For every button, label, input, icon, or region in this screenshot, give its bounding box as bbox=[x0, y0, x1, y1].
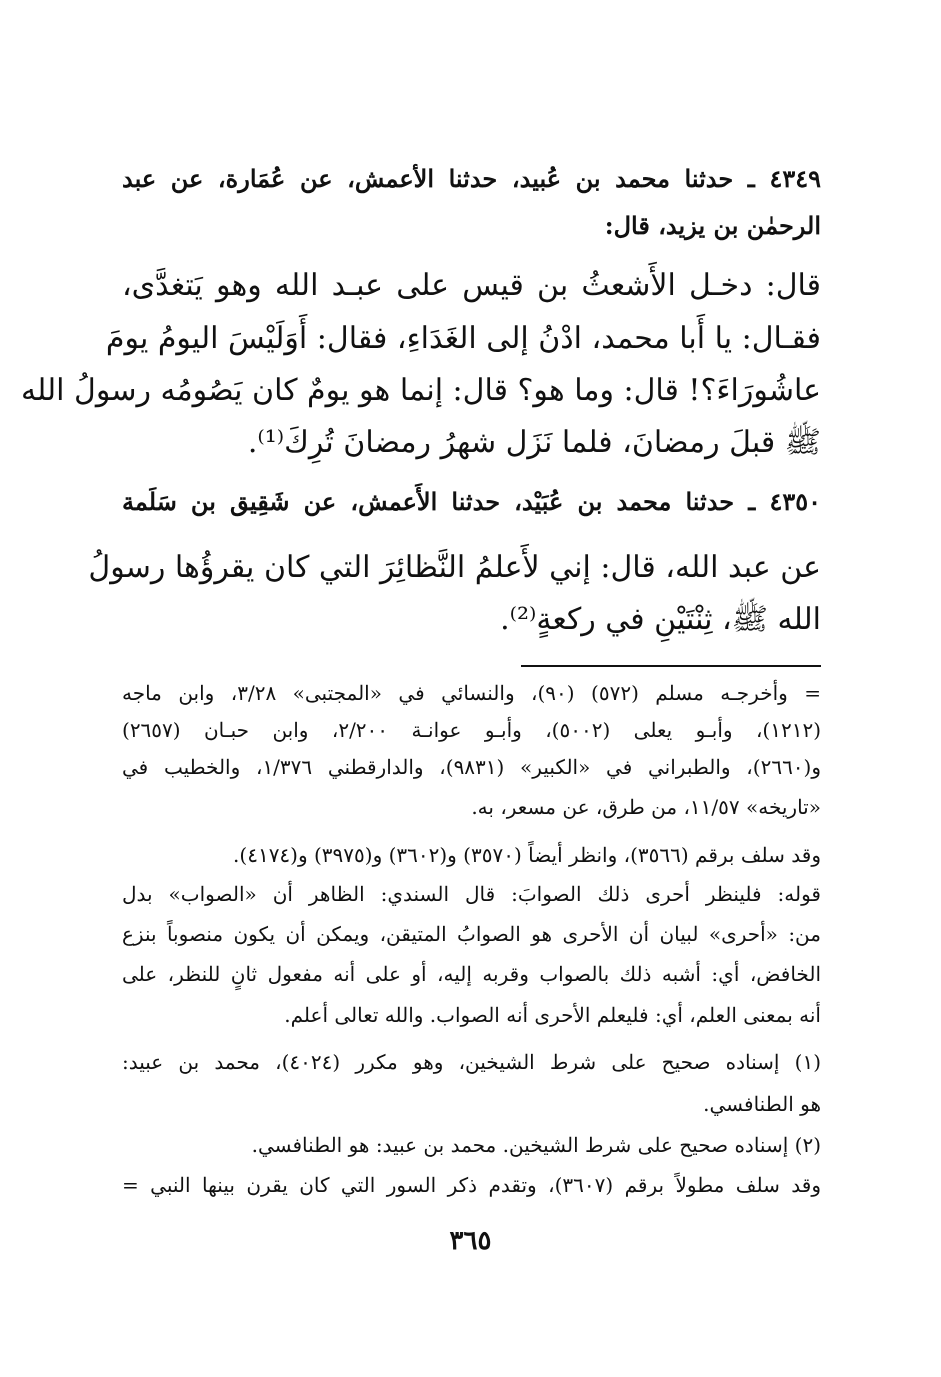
hadith-4349-body-line-4: ﷺ قبلَ رمضانَ، فلما نَزَل شهرُ رمضانَ تُرِكَ⁽¹⁾. bbox=[247, 425, 821, 460]
page-number: ٣٦٥ bbox=[449, 1226, 492, 1256]
hadith-4349-body-line-3: عاشُورَاءَ؟! قال: وما هو؟ قال: إنما هو يومٌ كان يَصُومُه رسولُ الله bbox=[21, 373, 821, 408]
footnote-line-8: الخافض، أي: أشبه ذلك بالصواب وقربه إليه، أو على أنه مفعول ثانٍ للنظر، على bbox=[122, 962, 821, 986]
footnote-line-6: قوله: فلينظر أحرى ذلك الصوابَ: قال السندي: الظاهر أن «الصواب» بدل bbox=[122, 882, 821, 906]
hadith-4350-header-line-1: ٤٣٥٠ ـ حدثنا محمد بن عُبَيْد، حدثنا الأَعمش، عن شَقِيق بن سَلَمة bbox=[122, 487, 821, 516]
hadith-4350-body-line-2: الله ﷺ، ثِنْتَيْنِ في ركعةٍ⁽²⁾. bbox=[500, 602, 821, 637]
footnote-line-2: (١٢١٢)، وأبـو يعلى (٥٠٠٢)، وأبـو عوانـة ٢/٢٠٠، وابن حبـان (٢٦٥٧) bbox=[122, 718, 822, 742]
footnote-2-line-2: وقد سلف مطولاً برقم (٣٦٠٧)، وتقدم ذكر السور التي كان يقرن بينها النبي = bbox=[122, 1173, 821, 1197]
hadith-4349-body-line-1: قال: دخـل الأَشعثُ بن قيس على عبـد الله وهو يَتغدَّى، bbox=[122, 268, 821, 303]
footnote-line-1: = وأخرجـه مسلم (٥٧٢) (٩٠)، والنسائي في «المجتبى» ٣/٢٨، وابن ماجه bbox=[122, 681, 821, 705]
footnote-1-line-2: هو الطنافسي. bbox=[703, 1092, 821, 1116]
footnote-line-3: و(٢٦٦٠)، والطبراني في «الكبير» (٩٨٣١)، والدارقطني ١/٣٧٦، والخطيب في bbox=[122, 755, 822, 779]
footnote-line-9: أنه بمعنى العلم، أي: فليعلم الأحرى أنه الصواب. والله تعالى أعلم. bbox=[284, 1003, 821, 1027]
footnote-2-line-1: (٢) إسناده صحيح على شرط الشيخين. محمد بن عبيد: هو الطنافسي. bbox=[251, 1133, 821, 1157]
footnote-separator bbox=[521, 665, 821, 667]
hadith-4349-header-line-2: الرحمٰن بن يزيد، قال: bbox=[604, 211, 821, 240]
footnote-line-7: من: «أحرى» لبيان أن الأحرى هو الصوابُ المتيقن، ويمكن أن يكون منصوباً بنزع bbox=[122, 922, 821, 946]
hadith-4349-header-line-1: ٤٣٤٩ ـ حدثنا محمد بن عُبيد، حدثنا الأعمش، عن عُمَارة، عن عبد bbox=[122, 164, 821, 193]
footnote-1-line-1: (١) إسناده صحيح على شرط الشيخين، وهو مكرر (٤٠٢٤)، محمد بن عبيد: bbox=[122, 1050, 821, 1074]
hadith-4349-body-line-2: فقـال: يا أَبا محمد، ادْنُ إلى الغَدَاءِ، فقال: أَوَلَيْسَ اليومُ يومَ bbox=[105, 321, 821, 356]
hadith-4350-body-line-1: عن عبد الله، قال: إني لأَعلمُ النَّظائِرَ التي كان يقرؤُها رسولُ bbox=[88, 550, 821, 585]
footnote-line-5: وقد سلف برقم (٣٥٦٦)، وانظر أيضاً (٣٥٧٠) و(٣٦٠٢) و(٣٩٧٥) و(٤١٧٤). bbox=[233, 843, 821, 867]
footnote-line-4: «تاريخه» ١١/٥٧، من طرق، عن مسعر، به. bbox=[471, 795, 821, 819]
